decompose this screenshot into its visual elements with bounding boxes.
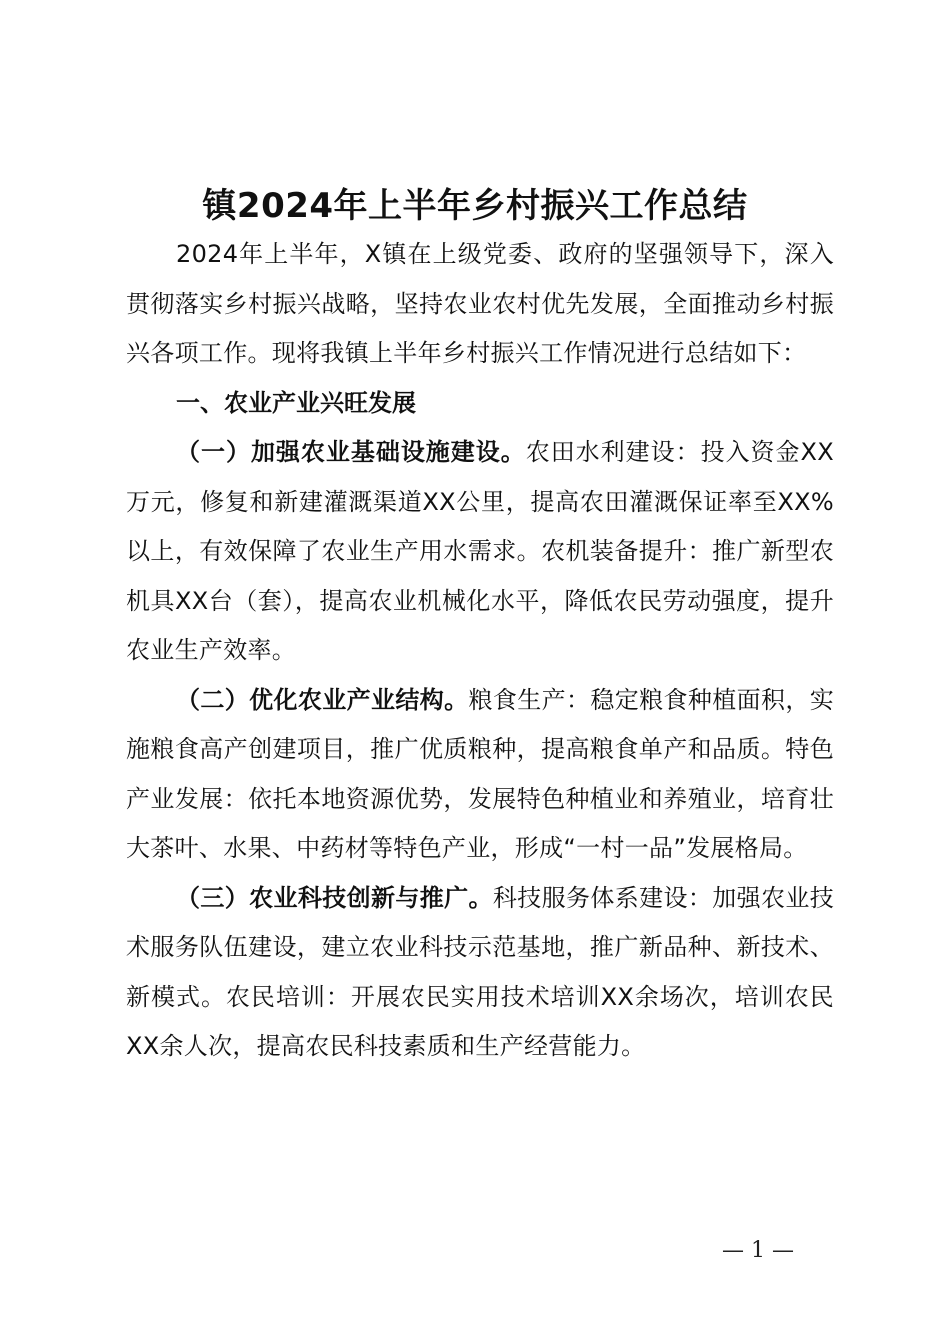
subsection-paragraph-2 [126,676,834,874]
section-heading-1: 一、农业产业兴旺发展 [176,388,416,417]
subsection-paragraph-3 [126,874,834,1072]
subsection-text-2: 粮食生产：稳定粮食种植面积，实施粮食高产创建项目，推广优质粮种，提高粮食单产和品质。特色产业发展：依托本地资源优势，发展特色种植业和养殖业，培育壮大茶叶、水果、中药材等特色产业，形成“一村一品”发展格局。 [126,685,835,862]
page-number: — 1 — [722,1238,794,1263]
subsection-lead-2: （二）优化农业产业结构。 [176,685,469,714]
subsection-text-3: 科技服务体系建设：加强农业技术服务队伍建设，建立农业科技示范基地，推广新品种、新技术、新模式。农民培训：开展农民实用技术培训XX余场次，培训农民XX余人次，提高农民科技素质和生产经营能力。 [126,883,835,1060]
subsection-lead-3: （三）农业科技创新与推广。 [176,883,493,912]
intro-paragraph: 2024年上半年，X镇在上级党委、政府的坚强领导下，深入贯彻落实乡村振兴战略，坚持农业农村优先发展，全面推动乡村振兴各项工作。现将我镇上半年乡村振兴工作情况进行总结如下： [126,240,834,367]
subsection-paragraph-1 [126,428,834,676]
document-title: 镇2024年上半年乡村振兴工作总结 [202,186,748,226]
subsection-text-1: 农田水利建设：投入资金XX万元，修复和新建灌溉渠道XX公里，提高农田灌溉保证率至XX%以上，有效保障了农业生产用水需求。农机装备提升：推广新型农机具XX台（套），提高农业机械化水平，降低农民劳动强度，提升农业生产效率。 [126,438,834,664]
subsection-lead-1: （一）加强农业基础设施建设。 [176,438,526,466]
document-body [126,230,834,1072]
